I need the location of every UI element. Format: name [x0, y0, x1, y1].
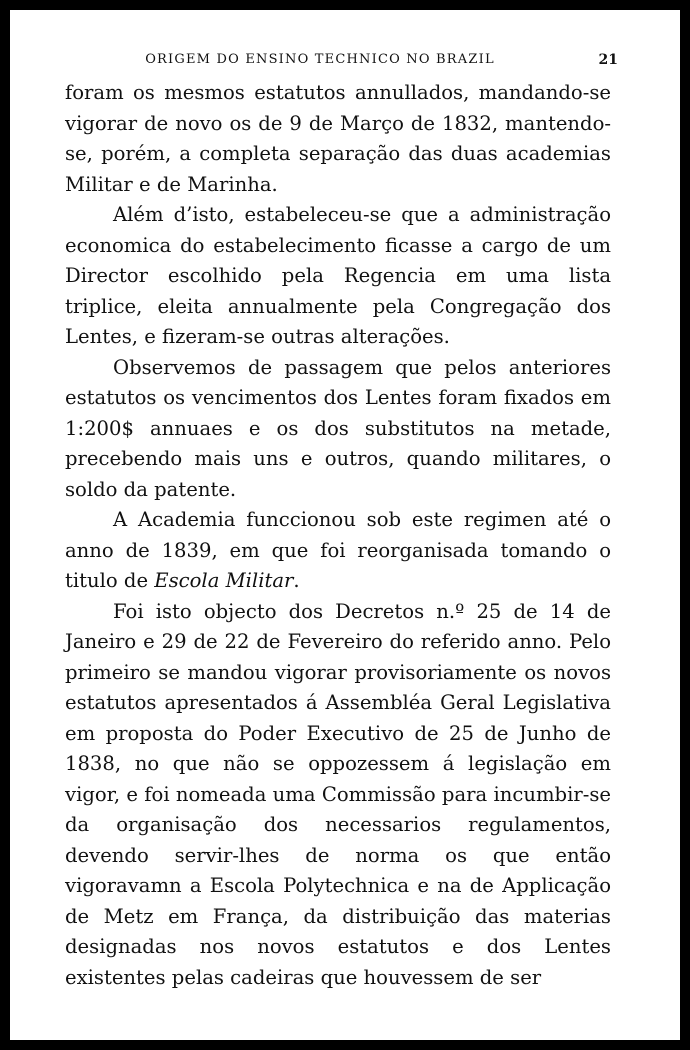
paragraph-4-end: . — [293, 569, 300, 592]
body-text — [65, 78, 611, 993]
paragraph-4-text: A Academia funccionou sob este regimen até o anno de 1839, em que foi reorganisada tomando o titulo de — [65, 508, 611, 592]
paragraph-5: Foi isto objecto dos Decretos n.º 25 de 14 de Janeiro e 29 de 22 de Fevereiro do referido anno. Pelo primeiro se mandou vigorar provisoriamente os novos estatutos apresentados á Assembléa Geral Legislativa em proposta do Poder Executivo de 25 de Junho de 1838, no que não se oppozessem á legislação em vigor, e foi nomeada uma Commissão para incumbir-se da organisação dos necessarios regulamentos, devendo servir-lhes de norma os que então vigoravamn a Escola Polytechnica e na de Applicação de Metz em França, da distribuição das materias designadas nos novos estatutos e dos Lentes existentes pelas cadeiras que houvessem de ser — [65, 599, 611, 989]
book-page — [10, 10, 680, 1040]
page-number: 21 — [598, 52, 618, 68]
paragraph-4 — [65, 505, 611, 597]
paragraph-2: Além d’isto, estabeleceu-se que a administração economica do estabelecimento ficasse a cargo de um Director escolhido pela Regencia em uma lista triplice, eleita annualmente pela Congregação dos Lentes, e fizeram-se outras alterações. — [65, 203, 611, 348]
paragraph-3: Observemos de passagem que pelos anteriores estatutos os vencimentos dos Lentes foram fixados em 1:200$ annuaes e os dos substitutos na metade, precebendo mais uns e outros, quando militares, o soldo da patente. — [65, 355, 611, 501]
paragraph-1: foram os mesmos estatutos annullados, mandando-se vigorar de novo os de 9 de Março de 1832, mantendo-se, porém, a completa separação das duas academias Militar e de Marinha. — [65, 81, 611, 196]
page-header — [10, 50, 680, 70]
school-name-italic: Escola Militar — [154, 569, 294, 592]
running-title: ORIGEM DO ENSINO TECHNICO NO BRAZIL — [145, 52, 495, 67]
